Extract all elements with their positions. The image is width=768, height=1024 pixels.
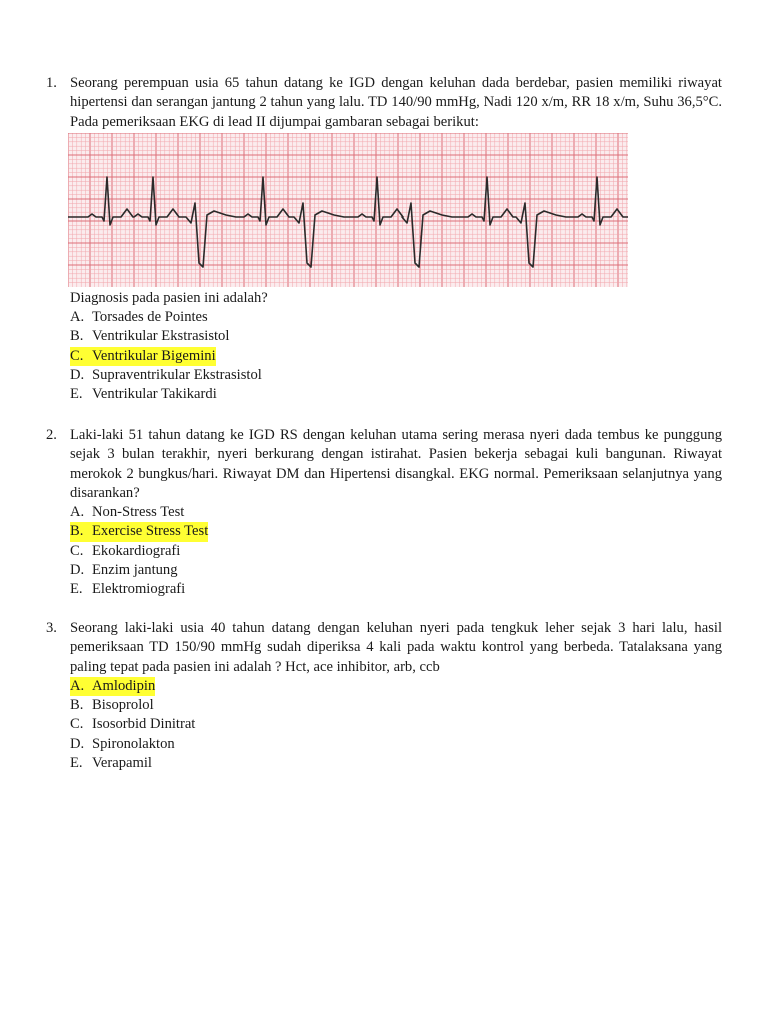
- option-text: Ventrikular Ekstrasistol: [92, 328, 230, 345]
- option-text: Supraventrikular Ekstrasistol: [92, 367, 262, 384]
- option-b[interactable]: B. Bisoprolol: [70, 697, 154, 714]
- option-text: Exercise Stress Test: [92, 523, 209, 540]
- answer-options: [70, 308, 722, 404]
- highlighted-answer: C. Ventrikular Bigemini: [70, 347, 216, 366]
- answer-options: [70, 503, 722, 599]
- ecg-lead-ii-strip: [68, 133, 628, 287]
- option-d[interactable]: D. Supraventrikular Ekstrasistol: [70, 367, 262, 384]
- option-c[interactable]: [70, 347, 722, 366]
- ecg-grid-background: [68, 133, 628, 287]
- option-a[interactable]: [70, 677, 722, 696]
- option-e[interactable]: E. Ventrikular Takikardi: [70, 386, 217, 403]
- option-b[interactable]: [70, 522, 722, 541]
- question-2: [46, 426, 722, 600]
- option-c[interactable]: C. Isosorbid Dinitrat: [70, 716, 196, 733]
- ecg-strip-image: [68, 133, 628, 287]
- option-d[interactable]: D. Enzim jantung: [70, 562, 178, 579]
- option-b[interactable]: B. Ventrikular Ekstrasistol: [70, 328, 230, 345]
- answer-options: [70, 677, 722, 773]
- question-1: [46, 74, 722, 405]
- option-d[interactable]: D. Spironolakton: [70, 735, 175, 752]
- question-number: 3.: [46, 620, 57, 636]
- highlighted-answer: A. Amlodipin: [70, 677, 155, 696]
- option-text: Verapamil: [92, 755, 152, 772]
- option-e[interactable]: E. Elektromiografi: [70, 581, 186, 598]
- option-text: Amlodipin: [92, 677, 156, 694]
- question-number: 1.: [46, 75, 57, 91]
- option-a[interactable]: A. Torsades de Pointes: [70, 309, 208, 326]
- option-text: Enzim jantung: [92, 562, 178, 579]
- highlighted-answer: B. Exercise Stress Test: [70, 522, 208, 541]
- question-text: Seorang perempuan usia 65 tahun datang ke IGD dengan keluhan dada berdebar, pasien memiliki riwayat hipertensi dan serangan jantung 2 tahun yang lalu. TD 140/90 mmHg, Nadi 120 x/m, RR 18 x/m, Suhu 36,5°C. Pada pemeriksaan EKG di lead II dijumpai gambaran sebagai berikut:: [70, 75, 722, 130]
- option-text: Ventrikular Bigemini: [92, 347, 216, 364]
- option-text: Spironolakton: [92, 735, 175, 752]
- question-text: Laki-laki 51 tahun datang ke IGD RS dengan keluhan utama sering merasa nyeri dada tembus ke punggung sejak 3 bulan terakhir, nyeri berkurang dengan istirahat. Pasien bekerja sebagai kuli bangunan. Riwayat merokok 2 bungkus/hari. Riwayat DM dan Hipertensi disangkal. EKG normal. Pemeriksaan selanjutnya yang disarankan?: [70, 427, 722, 501]
- option-text: Isosorbid Dinitrat: [92, 716, 196, 733]
- option-c[interactable]: C. Ekokardiografi: [70, 542, 181, 559]
- question-prompt: Diagnosis pada pasien ini adalah?: [70, 289, 268, 306]
- option-text: Bisoprolol: [92, 697, 154, 714]
- option-text: Ekokardiografi: [92, 542, 181, 559]
- option-text: Elektromiografi: [92, 581, 186, 598]
- question-text: Seorang laki-laki usia 40 tahun datang dengan keluhan nyeri pada tengkuk leher sejak 3 hari lalu, hasil pemeriksaan TD 150/90 mmHg sudah diperiksa 4 kali pada waktu kontrol yang berbeda. Tatalaksana yang paling tepat pada pasien ini adalah ? Hct, ace inhibitor, arb, ccb: [70, 620, 722, 675]
- option-text: Non-Stress Test: [92, 504, 185, 521]
- question-3: [46, 619, 722, 773]
- option-text: Ventrikular Takikardi: [92, 386, 217, 403]
- option-a[interactable]: A. Non-Stress Test: [70, 504, 185, 521]
- question-number: 2.: [46, 427, 57, 443]
- option-text: Torsades de Pointes: [92, 309, 208, 326]
- option-e[interactable]: E. Verapamil: [70, 755, 152, 772]
